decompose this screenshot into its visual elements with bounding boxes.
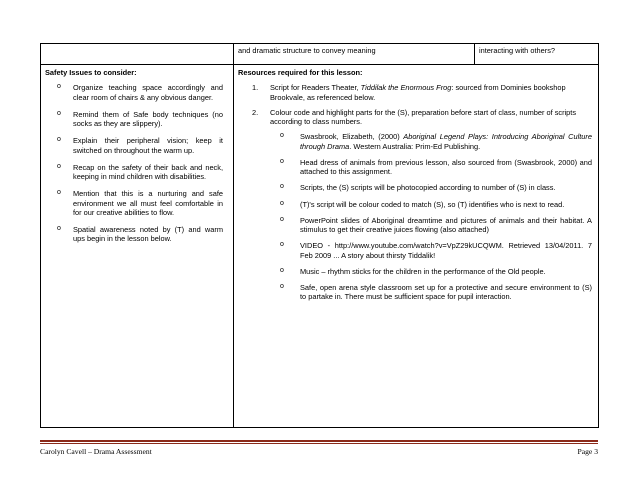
list-item (45, 83, 229, 102)
resource-text-pre: Script for Readers Theater, (270, 83, 361, 93)
sub-item-text: Music – rhythm sticks for the children in the performance of the Old people. (300, 266, 546, 276)
list-item (276, 241, 594, 260)
page-number: Page 3 (577, 447, 598, 456)
safety-item-text: Organize teaching space accordingly and clear room of chairs & any obvious danger. (73, 83, 223, 102)
list-item (45, 163, 229, 182)
safety-item-text: Remind them of Safe body techniques (no socks as they are slippery). (73, 109, 223, 128)
bullet-icon: o (280, 215, 284, 223)
sub-item-text: (T)'s script will be colour coded to match (S), so (T) identifies who is next to read. (300, 199, 565, 209)
sub-item-text: Safe, open arena style classroom set up for a protective and secure environment to (S) to partake in. There must be sufficient space for pupil interaction. (300, 283, 592, 302)
list-item (238, 83, 594, 102)
resources-cell (234, 65, 599, 428)
safety-item-text: Spatial awareness noted by (T) and warm ups begin in the lesson below. (73, 225, 223, 244)
safety-list (45, 83, 229, 243)
bullet-icon: o (280, 183, 284, 191)
resource-text-post: : sourced from Dominies bookshop Brookvale, as referenced below. (270, 83, 566, 102)
list-item (276, 132, 594, 151)
reference-author: Swasbrook, Elizabeth, (2000) (300, 132, 404, 142)
footer-rule (40, 443, 598, 444)
bullet-icon: o (280, 132, 284, 140)
footer-rule (40, 440, 598, 442)
list-item (276, 183, 594, 192)
list-item (238, 108, 594, 127)
resource-title: Tiddilak the Enormous Frog (360, 83, 452, 93)
bullet-icon: o (57, 83, 61, 91)
list-item (45, 110, 229, 129)
list-item (276, 267, 594, 276)
sub-item-text (300, 132, 594, 151)
list-item (276, 200, 594, 209)
safety-item-text: Recap on the safety of their back and neck, keeping in mind children with disabilities. (73, 162, 223, 181)
safety-header: Safety Issues to consider: (45, 68, 137, 77)
list-item (45, 189, 229, 217)
bullet-icon: o (57, 136, 61, 144)
list-item (276, 216, 594, 235)
reference-publisher: . Western Australia: Prim-Ed Publishing. (349, 141, 481, 151)
footer-author: Carolyn Cavell – Drama Assessment (40, 447, 152, 456)
safety-item-text: Mention that this is a nurturing and safe environment we all must feel comfortable in for our creative abilities to flow. (73, 189, 223, 217)
item-number: 2. (252, 107, 259, 117)
resources-list (238, 83, 594, 126)
sub-item-text: VIDEO - http://www.youtube.com/watch?v=VpZ29kUCQWM. Retrieved 13/04/2011. 7 Feb 2009 ... A story about thirsty Tiddalik! (300, 241, 592, 260)
sub-item-text: PowerPoint slides of Aboriginal dreamtime and pictures of animals and their habitat. A stimulus to get their creative juices flowing (also attached) (300, 215, 592, 234)
bullet-icon: o (280, 199, 284, 207)
reference-title: Aboriginal Legend Plays: Introducing Aboriginal Culture through Drama (300, 132, 592, 151)
sub-item-text: Head dress of animals from previous lesson, also sourced from (Swasbrook, 2000) and attached to this assignment. (300, 157, 592, 176)
table-row (41, 65, 599, 428)
list-item (276, 158, 594, 177)
top-cell-interacting: interacting with others? (475, 44, 599, 65)
safety-cell (41, 65, 234, 428)
top-cell-dramatic-structure: and dramatic structure to convey meaning (234, 44, 475, 65)
top-cell-empty (41, 44, 234, 65)
bullet-icon: o (280, 241, 284, 249)
resources-sub-list (276, 132, 594, 301)
table-row (41, 44, 599, 65)
resource-item-text (270, 83, 594, 102)
bullet-icon: o (280, 283, 284, 290)
bullet-icon: o (280, 266, 284, 274)
sub-item-text: Scripts, the (S) scripts will be photocopied according to number of (S) in class. (300, 183, 556, 193)
list-item (45, 136, 229, 155)
safety-item-text: Explain their peripheral vision; keep it switched on throughout the warm up. (73, 136, 223, 155)
resources-header: Resources required for this lesson: (238, 68, 363, 77)
lesson-plan-table (40, 43, 599, 428)
resource-item-text: Colour code and highlight parts for the (S), preparation before start of class, number of scripts according to class numbers. (270, 107, 577, 126)
list-item (276, 283, 594, 302)
bullet-icon: o (57, 109, 61, 117)
bullet-icon: o (57, 189, 61, 197)
bullet-icon: o (57, 225, 61, 232)
bullet-icon: o (57, 162, 61, 170)
item-number: 1. (252, 83, 259, 93)
bullet-icon: o (280, 157, 284, 165)
list-item (45, 225, 229, 244)
